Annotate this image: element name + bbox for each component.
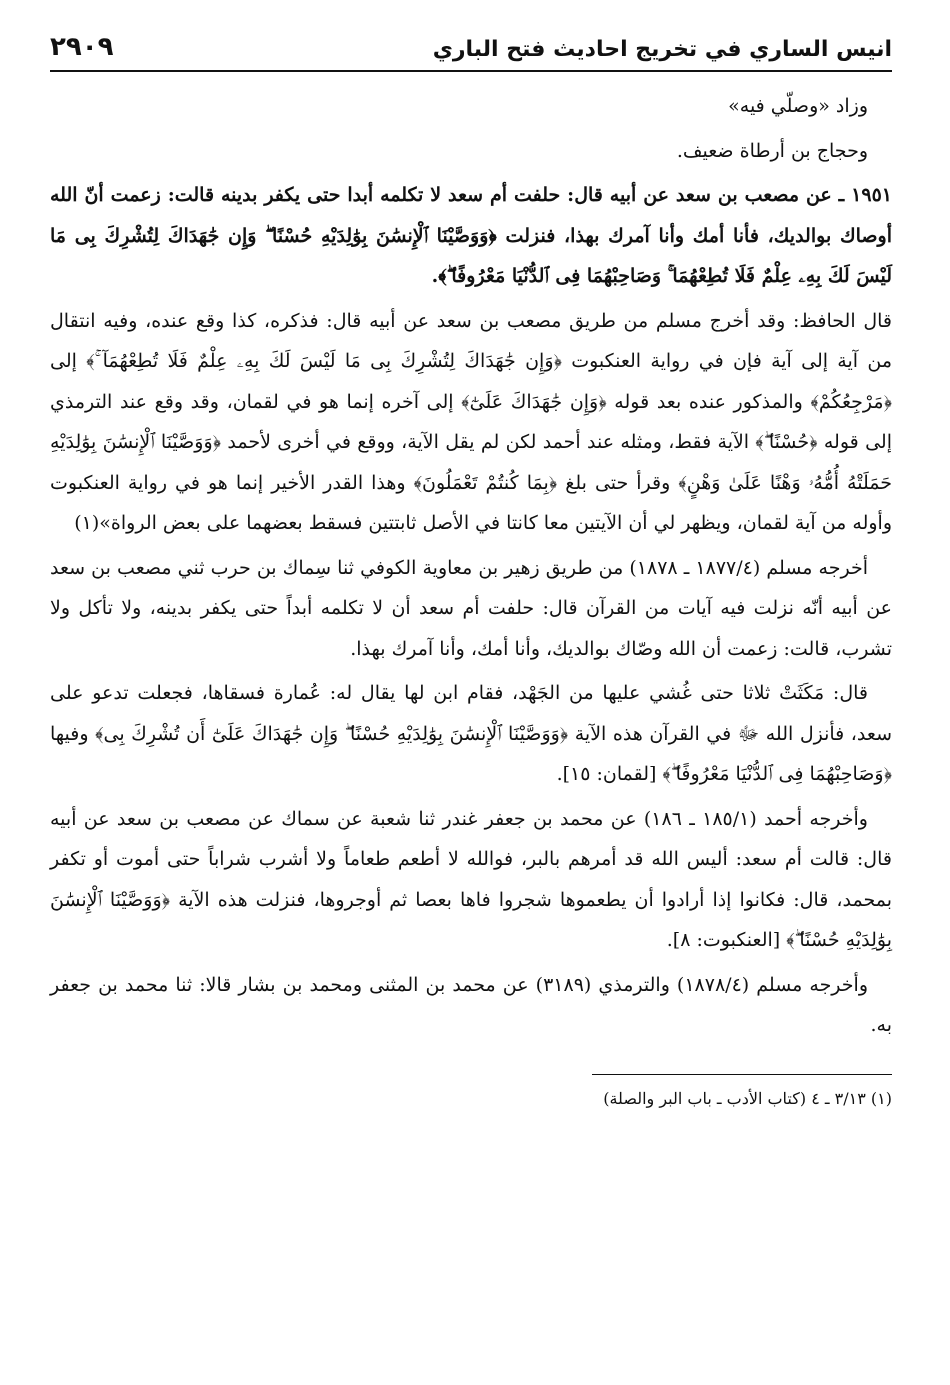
paragraph-continuation: قال: مَكَثَتْ ثلاثا حتى غُشي عليها من الجَهْد، فقام ابن لها يقال له: عُمارة فسقاها، فجعلت تدعو على سعد، فأنزل الله ﷻ في القرآن هذه الآية ﴿وَوَصَّيْنَا ٱلْإِنسَٰنَ بِوَٰلِدَيْهِ حُسْنًا ۖ وَإِن جَٰهَدَاكَ عَلَىٰٓ أَن تُشْرِكَ بِى﴾ وفيها ﴿وَصَاحِبْهُمَا فِى ٱلدُّنْيَا مَعْرُوفًا ۖ﴾ [لقمان: ١٥]. <box>50 682 892 785</box>
footnote-divider <box>592 1074 892 1075</box>
footnote: (١) ٣/١٣ ـ ٤ (كتاب الأدب ـ باب البر والصلة) <box>603 1088 892 1108</box>
main-text <box>50 86 892 1046</box>
page-header <box>50 32 892 72</box>
paragraph-tirmidhi-takhrij: وأخرجه مسلم (١٨٧٨/٤) والترمذي (٣١٨٩) عن محمد بن المثنى ومحمد بن بشار قالا: ثنا محمد بن جعفر به. <box>50 973 892 1036</box>
paragraph-narrator-note: وحجاج بن أرطاة ضعيف. <box>676 139 868 162</box>
paragraph-addition: وزاد «وصلّي فيه» <box>728 95 868 117</box>
paragraph-ahmad-takhrij: وأخرجه أحمد (١٨٥/١ ـ ١٨٦) عن محمد بن جعفر غندر ثنا شعبة عن سماك عن مصعب بن سعد عن أبيه قال: قالت أم سعد: أليس الله قد أمرهم بالبر، فوالله لا أطعم طعاماً ولا أشرب شراباً حتى أموت أو تكفر بمحمد، قال: فكانوا إذا أرادوا أن يطعموها شجروا فاها بعصا ثم أوجروها، فنزلت هذه الآية ﴿وَوَصَّيْنَا ٱلْإِنسَٰنَ بِوَٰلِدَيْهِ حُسْنًا ۖ﴾ [العنكبوت: ٨]. <box>50 807 892 951</box>
paragraph-hafiz-comment: قال الحافظ: وقد أخرج مسلم من طريق مصعب بن سعد عن أبيه قال: فذكره، كذا وقع عنده، وفيه انتقال من آية إلى آية فإن في رواية العنكبوت ﴿وَإِن جَٰهَدَاكَ لِتُشْرِكَ بِى مَا لَيْسَ لَكَ بِهِۦ عِلْمٌ فَلَا تُطِعْهُمَآ ۚ﴾ إلى ﴿مَرْجِعُكُمْ﴾ والمذكور عنده بعد قوله ﴿وَإِن جَٰهَدَاكَ عَلَىٰٓ﴾ إلى آخره إنما هو في لقمان، وقد وقع عند الترمذي إلى قوله ﴿حُسْنًا ۖ﴾ الآية فقط، ومثله عند أحمد لكن لم يقل الآية، ووقع في أخرى لأحمد ﴿وَوَصَّيْنَا ٱلْإِنسَٰنَ بِوَٰلِدَيْهِ حَمَلَتْهُ أُمُّهُۥ وَهْنًا عَلَىٰ وَهْنٍ﴾ وقرأ حتى بلغ ﴿بِمَا كُنتُمْ تَعْمَلُونَ﴾ وهذا القدر الأخير إنما هو في رواية العنكبوت وأوله من آية لقمان، ويظهر لي أن الآيتين معا كانتا في الأصل ثابتتين فسقط بعضهما على بعض الرواة»(١) <box>50 309 892 534</box>
running-title: انيس الساري في تخريج احاديث فتح الباري <box>432 37 892 62</box>
paragraph-muslim-takhrij: أخرجه مسلم (١٨٧٧/٤ ـ ١٨٧٨) من طريق زهير بن معاوية الكوفي ثنا سِماك بن حرب ثني مصعب بن سعد عن أبيه أنّه نزلت فيه آيات من القرآن قال: حلفت أم سعد أن لا تكلمه أبداً حتى يكفر بدينه، ولا تأكل ولا تشرب، قالت: زعمت أن الله وصّاك بوالديك، وأنا أمك، وأنا آمرك بهذا. <box>50 556 892 660</box>
hadith-1951: ١٩٥١ ـ عن مصعب بن سعد عن أبيه قال: حلفت أم سعد لا تكلمه أبدا حتى يكفر بدينه قالت: زعمت أنّ الله أوصاك بوالديك، فأنا أمك وأنا آمرك بهذا، فنزلت ﴿وَوَصَّيْنَا ٱلْإِنسَٰنَ بِوَٰلِدَيْهِ حُسْنًا ۖ وَإِن جَٰهَدَاكَ لِتُشْرِكَ بِى مَا لَيْسَ لَكَ بِهِۦ عِلْمٌ فَلَا تُطِعْهُمَا ۚ وَصَاحِبْهُمَا فِى ٱلدُّنْيَا مَعْرُوفًا ۖ﴾. <box>50 184 892 287</box>
page-number: ٢٩٠٩ <box>50 32 114 62</box>
